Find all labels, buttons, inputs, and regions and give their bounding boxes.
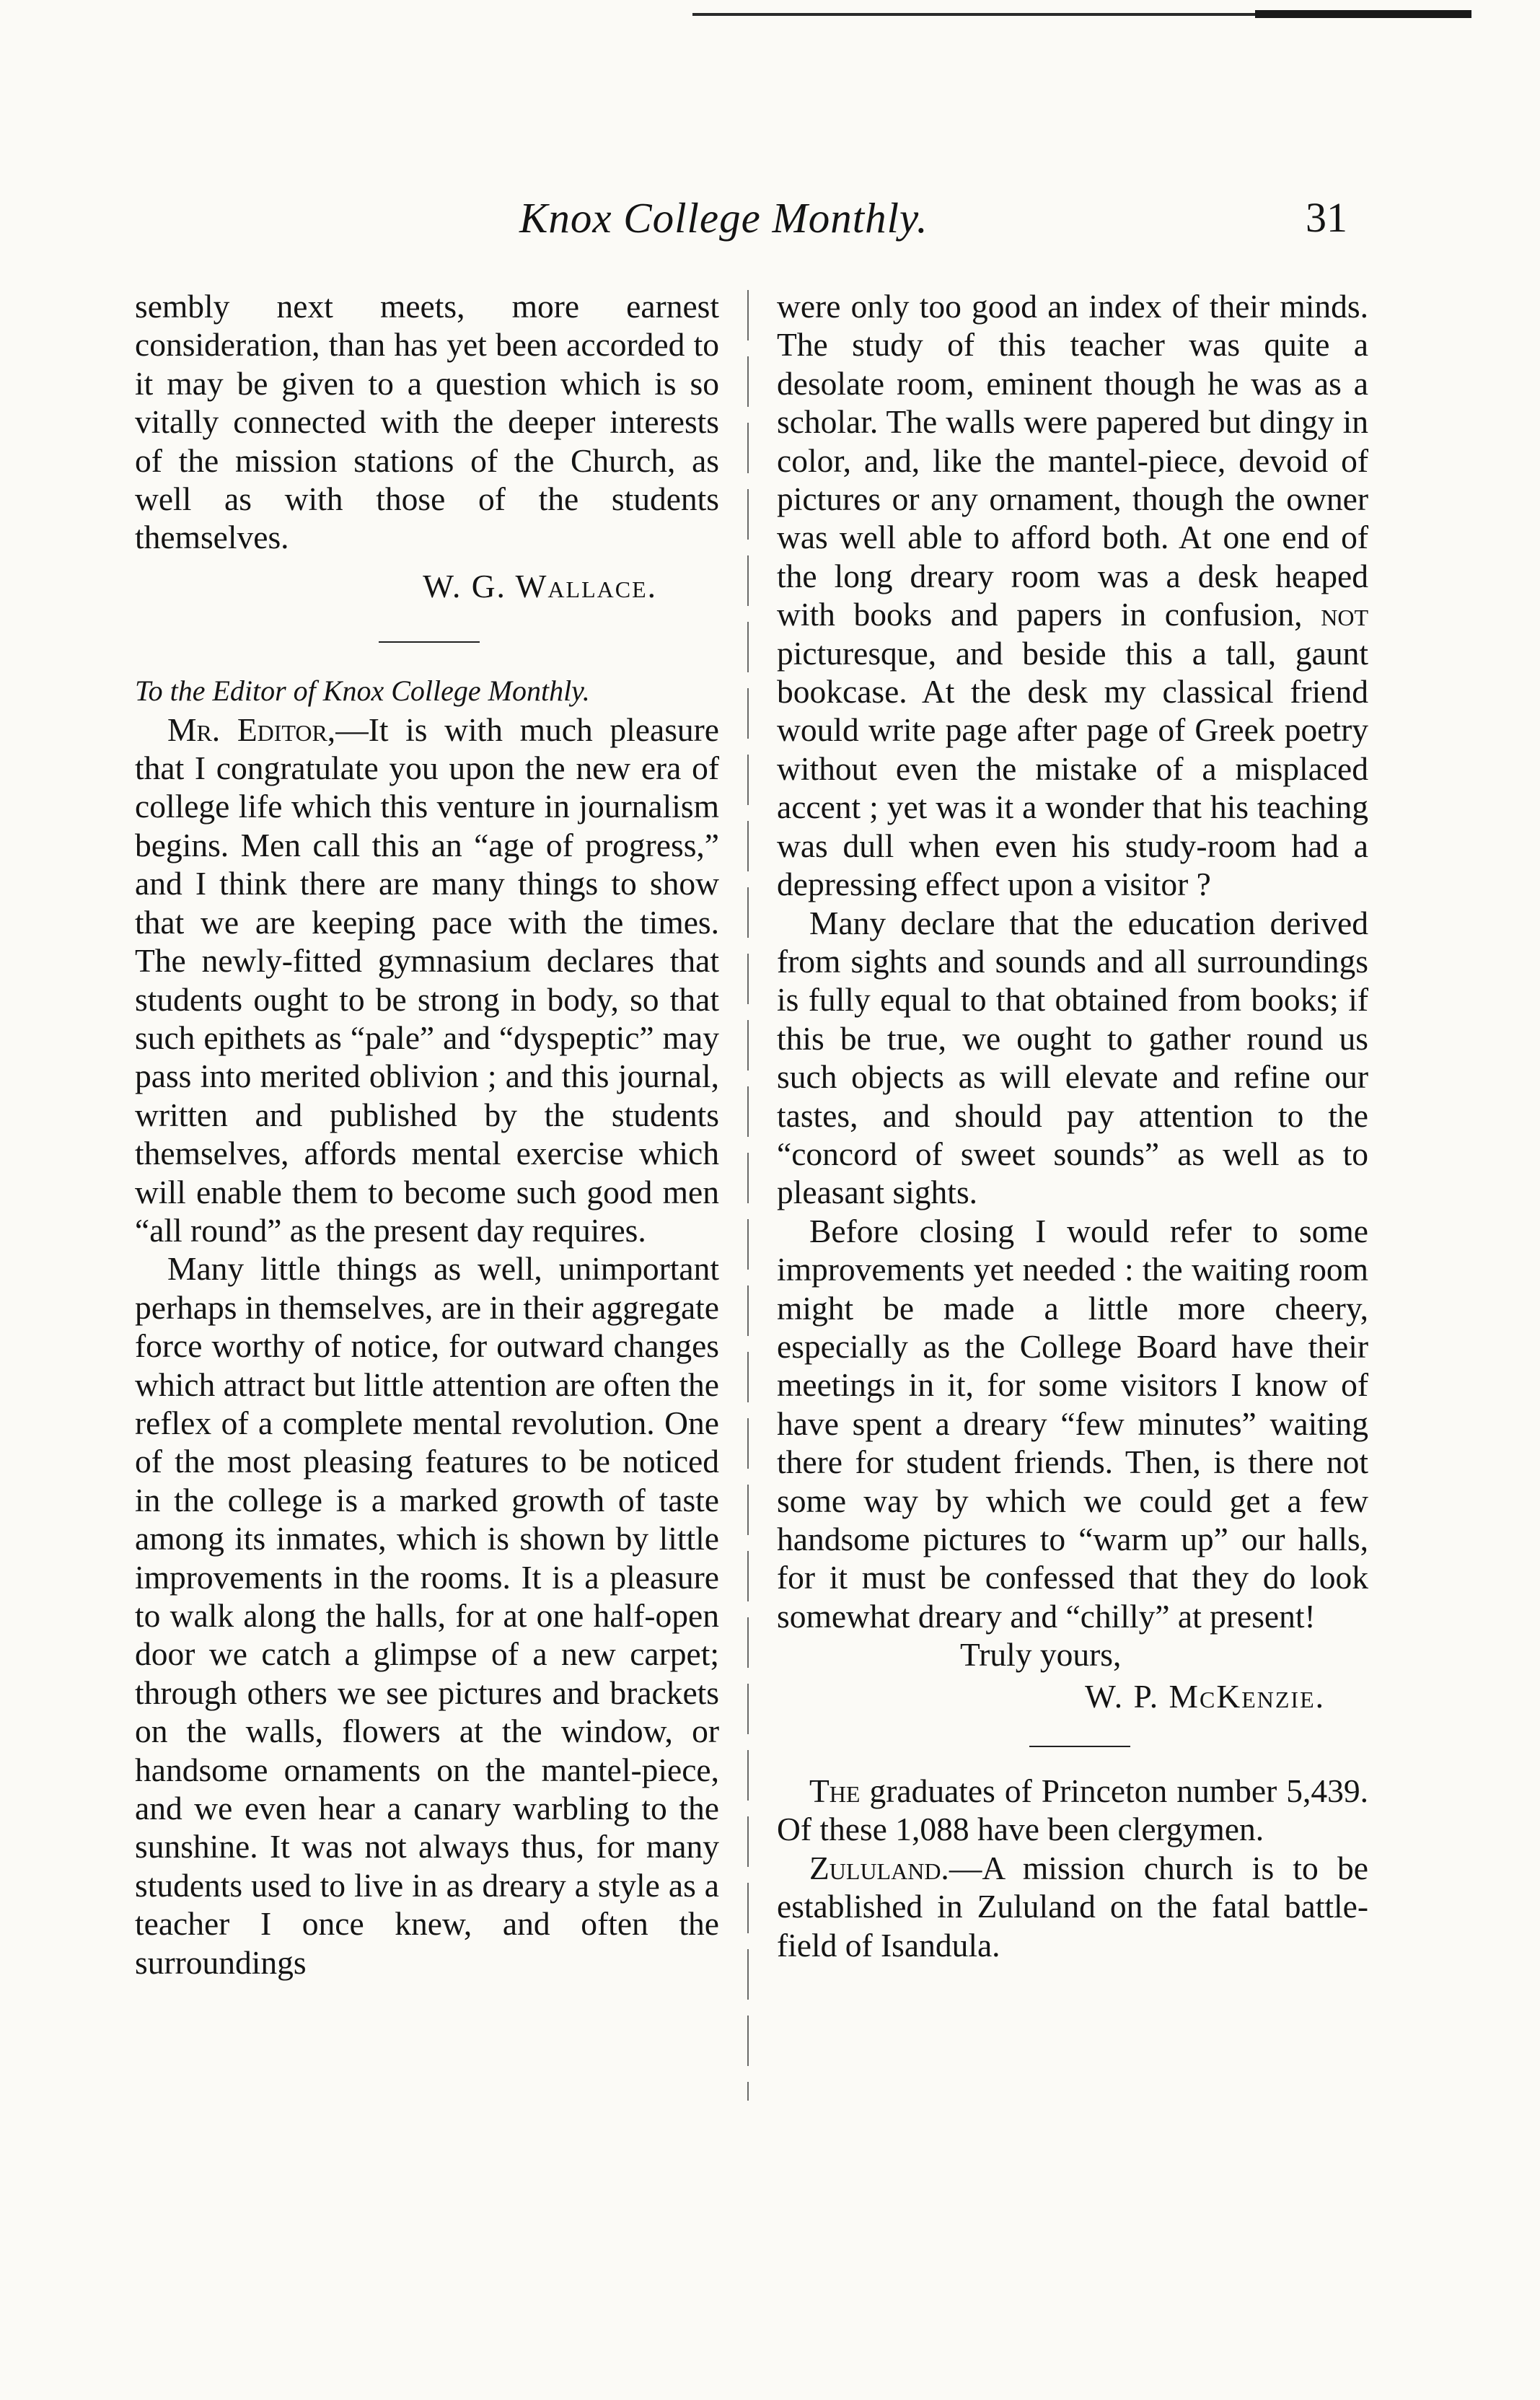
top-rule-bar [1255, 10, 1471, 18]
column-divider [747, 290, 749, 2101]
page-number: 31 [1306, 194, 1347, 241]
paragraph-improvements: Many little things as well, unimportant perhaps in themselves, are in their aggregate force worthy of notice, for outward changes which attract but little attention are often the reflex of a complete mental revolution. One of the most pleasing features to be noticed in the college is a marked growth of taste among its inmates, which is shown by little improvements in the rooms. It is a pleasure to walk along the halls, for at one half-open door we catch a glimpse of a new carpet; through others we see pictures and brackets on the walls, flowers at the window, or handsome ornaments on the mantel-piece, and we even hear a canary warbling to the sunshine. It was not always thus, for many students used to live in as dreary a style as a teacher I once knew, and often the surroundings [135, 1250, 719, 1981]
running-header [0, 193, 1540, 251]
signature-mckenzie: W. P. McKenzie. [1085, 1677, 1325, 1715]
letter-opening-paragraph [135, 711, 719, 1250]
note-zululand [777, 1849, 1368, 1964]
note-zululand-lead: Zululand. [809, 1849, 949, 1886]
note-princeton-text: graduates of Princeton number 5,439. Of these 1,088 have been clergymen. [777, 1772, 1369, 1848]
note-zululand-text: —A mission church is to be established in Zululand on the fatal battle-field of Isandula. [777, 1849, 1368, 1964]
section-divider [1029, 1746, 1130, 1747]
study-room-text-a: were only too good an index of their minds. The study of this teacher was quite a desolate room, eminent though he was as a scholar. The walls were papered but dingy in color, and, like the mantel-piece, devoid of pictures or any ornament, though the owner was well able to afford both. At one end of the long dreary room was a desk heaped with books and papers in confusion, [777, 288, 1368, 633]
study-room-text-b: picturesque, and beside this a tall, gaunt bookcase. At the desk my classical friend would write page after page of Greek poetry without even the mistake of a misplaced accent ; yet was it a wonder that his teaching was dull when even his study-room had a depressing effect upon a visitor ? [777, 634, 1368, 903]
paragraph-closing-remarks: Before closing I would refer to some improvements yet needed : the waiting room might be made a little more cheery, especially as the College Board have their meetings in it, for some visitors I know of have spent a dreary “few minutes” waiting there for student friends. Then, is there not some way by which we could get a few handsome pictures to “warm up” our halls, for it must be confessed that they do look somewhat dreary and “chilly” at present! [777, 1212, 1368, 1635]
letter-closing: Truly yours, [960, 1636, 1122, 1674]
note-princeton [777, 1772, 1368, 1849]
running-title: Knox College Monthly. [519, 194, 928, 242]
left-column [135, 287, 719, 1982]
paragraph-education: Many declare that the education derived from sights and sounds and all surroundings is fully equal to that obtained from books; if this be true, we ought to gather round us such objects as will elevate and refine our tastes, and should pay attention to the “concord of sweet sounds” as well as to pleasant sights. [777, 904, 1368, 1211]
emphasis-not: not [1321, 596, 1368, 633]
salutation: Mr. Editor, [167, 711, 336, 748]
section-divider [379, 641, 480, 643]
note-princeton-lead: The [809, 1772, 861, 1810]
paragraph-study-room [777, 287, 1368, 904]
signature-wallace: W. G. Wallace. [423, 567, 657, 605]
paragraph-continued: sembly next meets, more earnest consideration, than has yet been accorded to it may be given to a question which is so vitally connected with the deeper interests of the mission stations of the Church, as well as with those of the students themselves. [135, 288, 719, 556]
letter-address: To the Editor of Knox College Monthly. [135, 674, 590, 708]
letter-opening-text: —It is with much pleasure that I congratulate you upon the new era of college life which this venture in journalism begins. Men call this an “age of progress,” and I think there are many things to show that we are keeping pace with the times. The newly-fitted gymnasium declares that students ought to be strong in body, so that such epithets as “pale” and “dyspeptic” may pass into merited oblivion ; and this journal, written and published by the students themselves, affords mental exercise which will enable them to become such good men “all round” as the present day requires. [135, 711, 719, 1249]
right-column [777, 287, 1368, 1964]
